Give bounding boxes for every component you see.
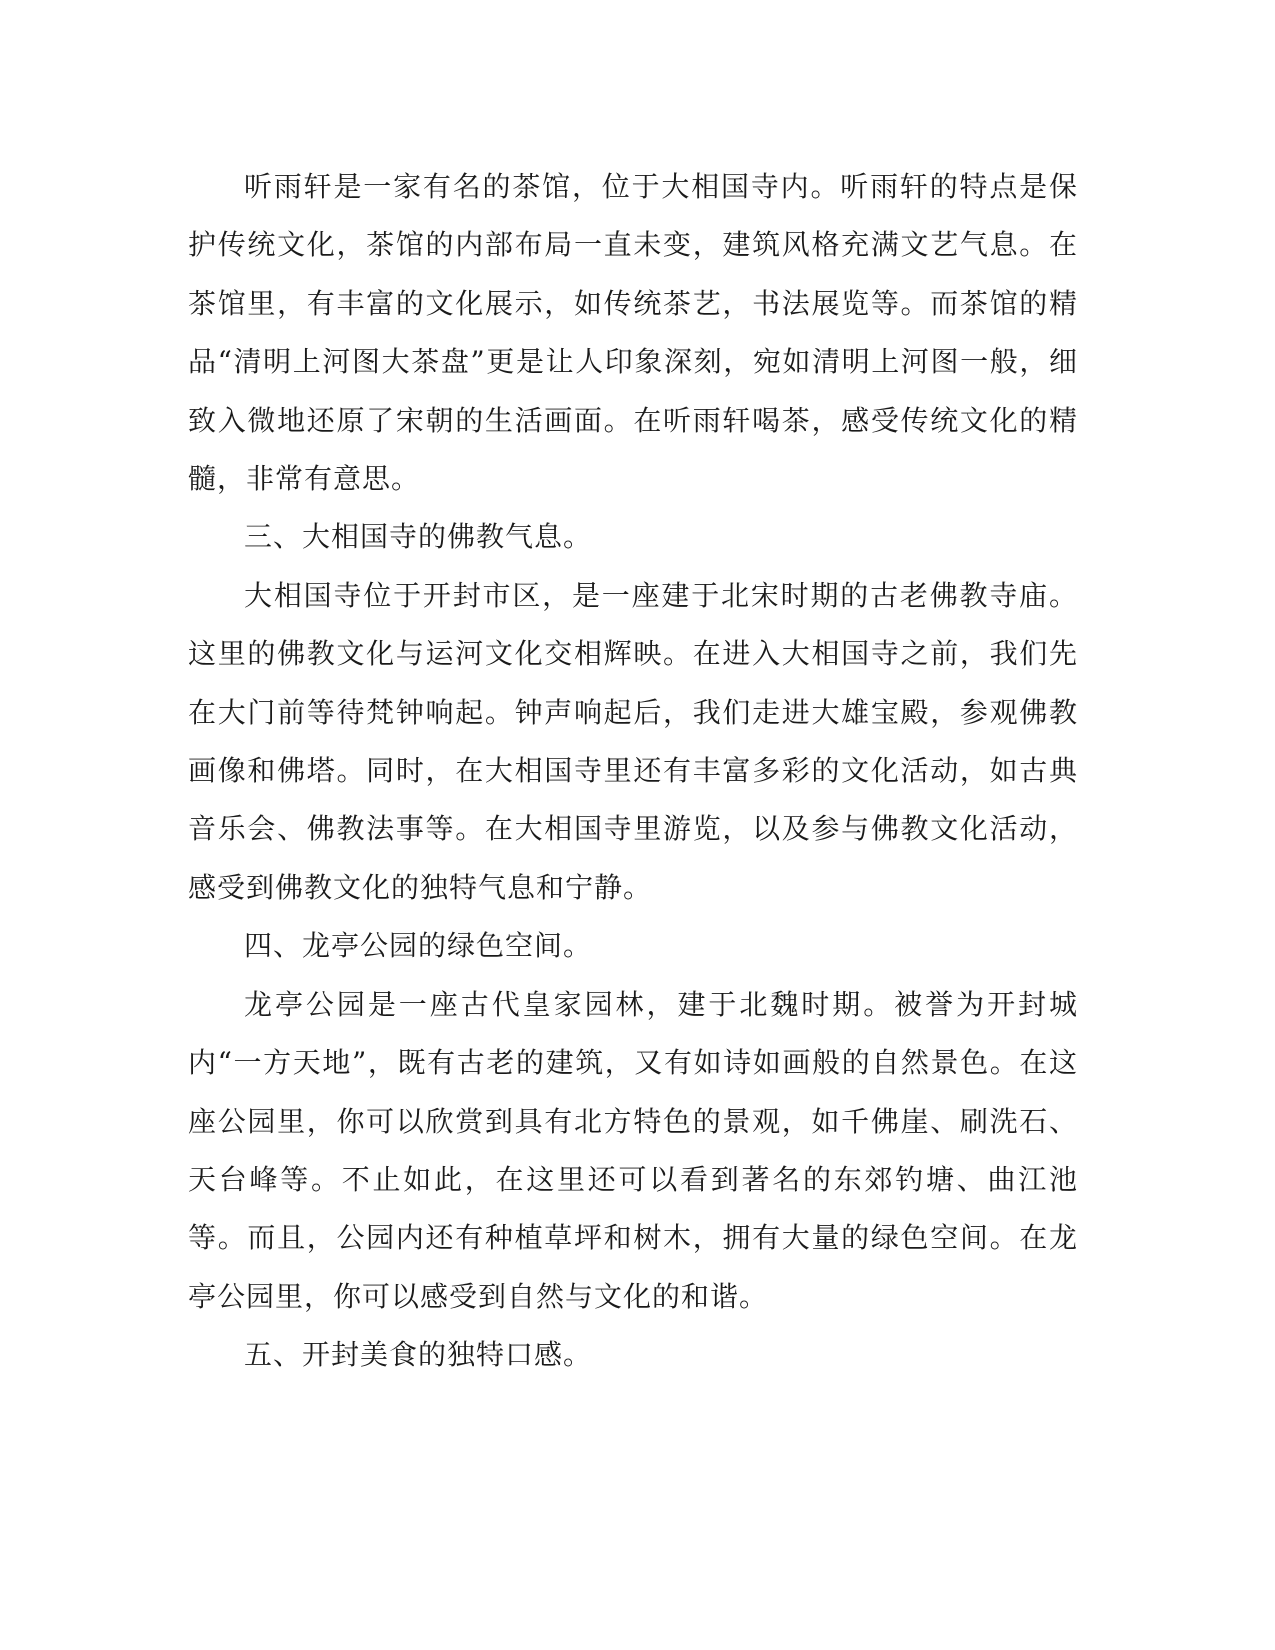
section-heading-4: 四、龙亭公园的绿色空间。 [244, 929, 593, 963]
section-heading-5: 五、开封美食的独特口感。 [244, 1338, 593, 1372]
paragraph-longting-park: 龙亭公园是一座古代皇家园林，建于北魏时期。被誉为开封城内“一方天地”，既有古老的建筑，又有如诗如画般的自然景色。在这座公园里，你可以欣赏到具有北方特色的景观，如千佛崖、刷洗石、天台峰等。不止如此，在这里还可以看到著名的东郊钓塘、曲江池等。而且，公园内还有种植草坪和树木，拥有大量的绿色空间。在龙亭公园里，你可以感受到自然与文化的和谐。 [188, 987, 1078, 1313]
document-page [188, 158, 1078, 1385]
section-heading-3: 三、大相国寺的佛教气息。 [244, 520, 593, 554]
paragraph-xiangguo-temple: 大相国寺位于开封市区，是一座建于北宋时期的古老佛教寺庙。这里的佛教文化与运河文化交相辉映。在进入大相国寺之前，我们先在大门前等待梵钟响起。钟声响起后，我们走进大雄宝殿，参观佛教画像和佛塔。同时，在大相国寺里还有丰富多彩的文化活动，如古典音乐会、佛教法事等。在大相国寺里游览，以及参与佛教文化活动，感受到佛教文化的独特气息和宁静。 [188, 578, 1078, 904]
paragraph-tingyuxuan-teahouse: 听雨轩是一家有名的茶馆，位于大相国寺内。听雨轩的特点是保护传统文化，茶馆的内部布局一直未变，建筑风格充满文艺气息。在茶馆里，有丰富的文化展示，如传统茶艺，书法展览等。而茶馆的精品“清明上河图大茶盘”更是让人印象深刻，宛如清明上河图一般，细致入微地还原了宋朝的生活画面。在听雨轩喝茶，感受传统文化的精髓，非常有意思。 [188, 170, 1078, 496]
